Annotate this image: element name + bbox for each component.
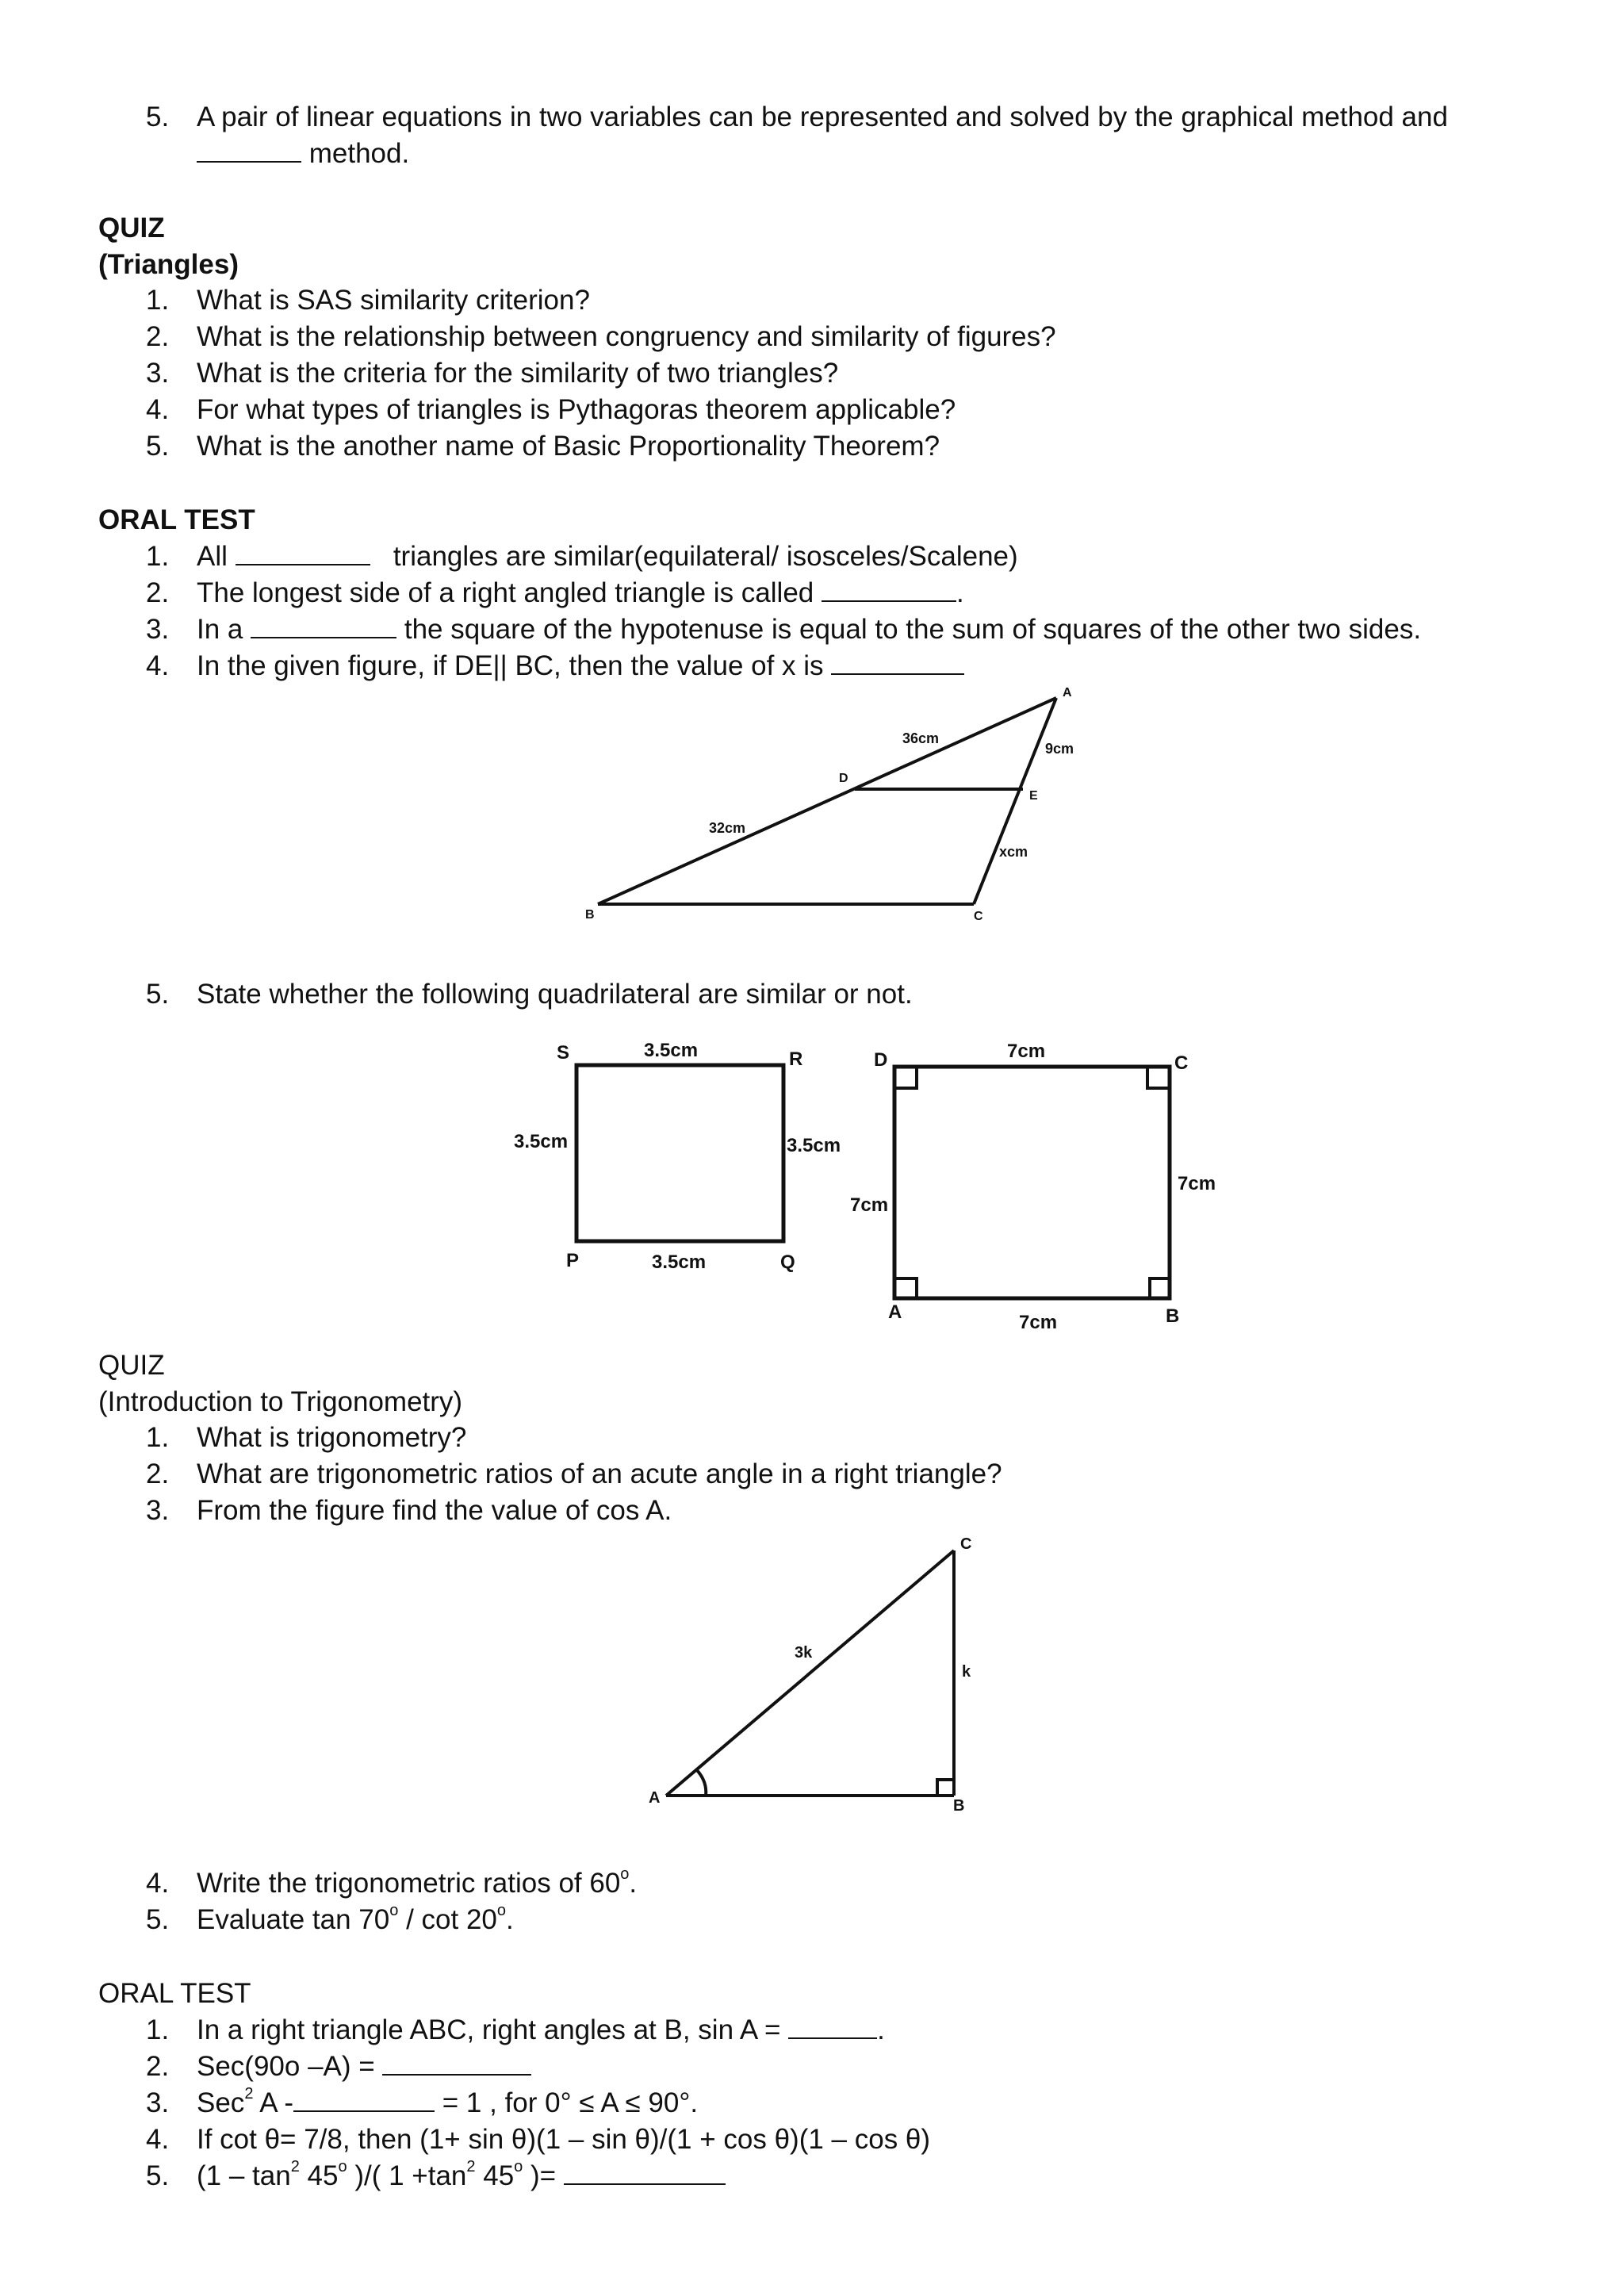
length-hyp-label: 3k xyxy=(795,1644,813,1662)
vertex-a-label: A xyxy=(1063,686,1072,700)
answer-blank xyxy=(831,651,964,675)
vertex-c-label: C xyxy=(1174,1052,1189,1074)
vertex-b-label: B xyxy=(953,1797,965,1815)
question-number: 3. xyxy=(146,2087,170,2118)
question-text xyxy=(197,1866,637,1901)
question-number: 4. xyxy=(146,1868,170,1899)
text-part: The longest side of a right angled triangle is called xyxy=(197,577,814,608)
text-part: / cot 20 xyxy=(398,1904,497,1935)
question-text xyxy=(197,649,964,684)
text-part: In a right triangle ABC, right angles at B, sin A = xyxy=(197,2014,781,2045)
side-ab-line xyxy=(598,698,1056,904)
superscript: o xyxy=(496,1902,507,1920)
answer-blank xyxy=(251,615,396,638)
vertex-s-label: S xyxy=(557,1042,570,1064)
question-text xyxy=(197,539,1018,574)
length-ab-label: 7cm xyxy=(1019,1312,1058,1333)
question-number: 1. xyxy=(146,541,170,572)
question-number: 5. xyxy=(146,979,170,1010)
length-dc-label: 7cm xyxy=(1007,1041,1046,1062)
answer-blank xyxy=(822,578,956,602)
length-sp-label: 3.5cm xyxy=(514,1131,569,1152)
question-number: 4. xyxy=(146,650,170,681)
question-number: 5. xyxy=(146,2160,170,2191)
question-text xyxy=(197,2086,698,2121)
question-number: 2. xyxy=(146,1458,170,1489)
superscript: o xyxy=(338,2158,347,2176)
section-heading: QUIZ xyxy=(98,213,165,243)
question-text: If cot θ= 7/8, then (1+ sin θ)(1 – sin θ)/(1 + cos θ)(1 – cos θ) xyxy=(197,2124,931,2155)
answer-blank xyxy=(382,2052,531,2076)
text-part: (1 – tan xyxy=(197,2160,291,2191)
right-angle-mark-b xyxy=(937,1780,954,1796)
vertex-e-label: E xyxy=(1029,789,1038,803)
length-ae-label: 9cm xyxy=(1045,741,1074,757)
answer-blank xyxy=(197,136,409,171)
vertex-d-label: D xyxy=(839,772,848,785)
question-number: 2. xyxy=(146,321,170,352)
vertex-r-label: R xyxy=(789,1048,803,1070)
question-number: 1. xyxy=(146,285,170,316)
superscript: o xyxy=(514,2158,523,2176)
question-number: 4. xyxy=(146,394,170,425)
question-text xyxy=(197,2159,726,2194)
right-angle-mark-d xyxy=(894,1067,917,1088)
question-text: What are trigonometric ratios of an acute angle in a right triangle? xyxy=(197,1458,1002,1489)
text-part: triangles are similar(equilateral/ isosceles/Scalene) xyxy=(393,541,1018,572)
question-text: What is the criteria for the similarity of two triangles? xyxy=(197,358,839,389)
text-part: In the given figure, if DE|| BC, then the value of x is xyxy=(197,650,824,681)
text-part: Evaluate tan 70 xyxy=(197,1904,390,1935)
length-rq-label: 3.5cm xyxy=(787,1135,841,1156)
square-pqrs xyxy=(576,1065,783,1241)
question-text: State whether the following quadrilateral are similar or not. xyxy=(197,979,913,1010)
question-text: What is SAS similarity criterion? xyxy=(197,285,590,316)
side-ac-line xyxy=(974,698,1056,904)
text-part: )/( 1 +tan xyxy=(347,2160,467,2191)
question-text xyxy=(197,612,1421,647)
text-part: 45 xyxy=(475,2160,515,2191)
section-heading: ORAL TEST xyxy=(98,1978,251,2009)
superscript: o xyxy=(620,1865,630,1884)
question-number: 3. xyxy=(146,1495,170,1526)
section-subheading: (Introduction to Trigonometry) xyxy=(98,1386,463,1417)
text-part: the square of the hypotenuse is equal to the sum of squares of the other two sides. xyxy=(404,614,1422,645)
vertex-d-label: D xyxy=(874,1049,888,1071)
text-part: . xyxy=(956,577,964,608)
vertex-p-label: P xyxy=(566,1250,580,1271)
vertex-b-label: B xyxy=(585,908,595,922)
question-number: 5. xyxy=(146,102,170,132)
text-part: . xyxy=(506,1904,514,1935)
question-number: 1. xyxy=(146,1422,170,1453)
length-pq-label: 3.5cm xyxy=(652,1251,707,1273)
length-cb-label: 7cm xyxy=(1178,1173,1216,1194)
question-number: 3. xyxy=(146,614,170,645)
text-part: Write the trigonometric ratios of 60 xyxy=(197,1868,621,1899)
text-part: In a xyxy=(197,614,243,645)
vertex-a-label: A xyxy=(888,1301,902,1323)
question-number: 1. xyxy=(146,2014,170,2045)
hypotenuse-ac-line xyxy=(666,1550,954,1796)
vertex-b-label: B xyxy=(1166,1305,1180,1327)
question-text xyxy=(197,1903,514,1938)
text-part: )= xyxy=(523,2160,557,2191)
length-db-label: 32cm xyxy=(709,820,746,836)
text-part: . xyxy=(629,1868,638,1899)
length-ad-label: 36cm xyxy=(902,730,940,746)
right-angle-mark-b xyxy=(1150,1278,1170,1298)
length-side-label: k xyxy=(962,1663,971,1681)
answer-blank xyxy=(293,2088,435,2112)
superscript: o xyxy=(389,1902,399,1920)
vertex-c-label: C xyxy=(974,910,983,923)
text-part: Sec(90o –A) = xyxy=(197,2051,375,2082)
question-number: 5. xyxy=(146,1904,170,1935)
question-text: What is the relationship between congruency and similarity of figures? xyxy=(197,321,1056,352)
length-sr-label: 3.5cm xyxy=(644,1040,699,1061)
text-part: All xyxy=(197,541,228,572)
question-text: method. xyxy=(308,138,410,169)
question-text: What is the another name of Basic Proportionality Theorem? xyxy=(197,431,940,462)
square-abcd xyxy=(894,1067,1170,1298)
superscript: 2 xyxy=(244,2085,254,2103)
question-text: For what types of triangles is Pythagoras theorem applicable? xyxy=(197,394,956,425)
question-number: 3. xyxy=(146,358,170,389)
right-angle-mark-a xyxy=(894,1278,917,1298)
answer-blank xyxy=(236,542,370,565)
vertex-a-label: A xyxy=(649,1789,661,1807)
length-ec-label: xcm xyxy=(999,844,1028,860)
question-text xyxy=(197,2013,885,2048)
section-heading: QUIZ xyxy=(98,1350,165,1381)
text-part: 45 xyxy=(299,2160,339,2191)
question-text: A pair of linear equations in two variables can be represented and solved by the graphical method and xyxy=(197,102,1448,132)
text-part: = 1 , for 0° ≤ A ≤ 90°. xyxy=(442,2087,699,2118)
vertex-q-label: Q xyxy=(780,1251,795,1273)
text-part: A - xyxy=(253,2087,294,2118)
length-da-label: 7cm xyxy=(850,1194,889,1216)
question-number: 2. xyxy=(146,2051,170,2082)
section-subheading: (Triangles) xyxy=(98,249,239,280)
superscript: 2 xyxy=(290,2158,300,2176)
question-text xyxy=(197,576,964,611)
text-part: Sec xyxy=(197,2087,245,2118)
answer-blank xyxy=(788,2015,877,2039)
right-angle-mark-c xyxy=(1147,1067,1170,1088)
angle-arc-a xyxy=(696,1769,706,1796)
question-number: 2. xyxy=(146,577,170,608)
vertex-c-label: C xyxy=(960,1535,972,1553)
question-text: What is trigonometry? xyxy=(197,1422,467,1453)
question-text: From the figure find the value of cos A. xyxy=(197,1495,672,1526)
superscript: 2 xyxy=(466,2158,476,2176)
text-part: . xyxy=(877,2014,885,2045)
question-text xyxy=(197,2049,531,2084)
section-heading: ORAL TEST xyxy=(98,504,255,535)
question-number: 4. xyxy=(146,2124,170,2155)
question-number: 5. xyxy=(146,431,170,462)
answer-blank xyxy=(564,2161,726,2185)
